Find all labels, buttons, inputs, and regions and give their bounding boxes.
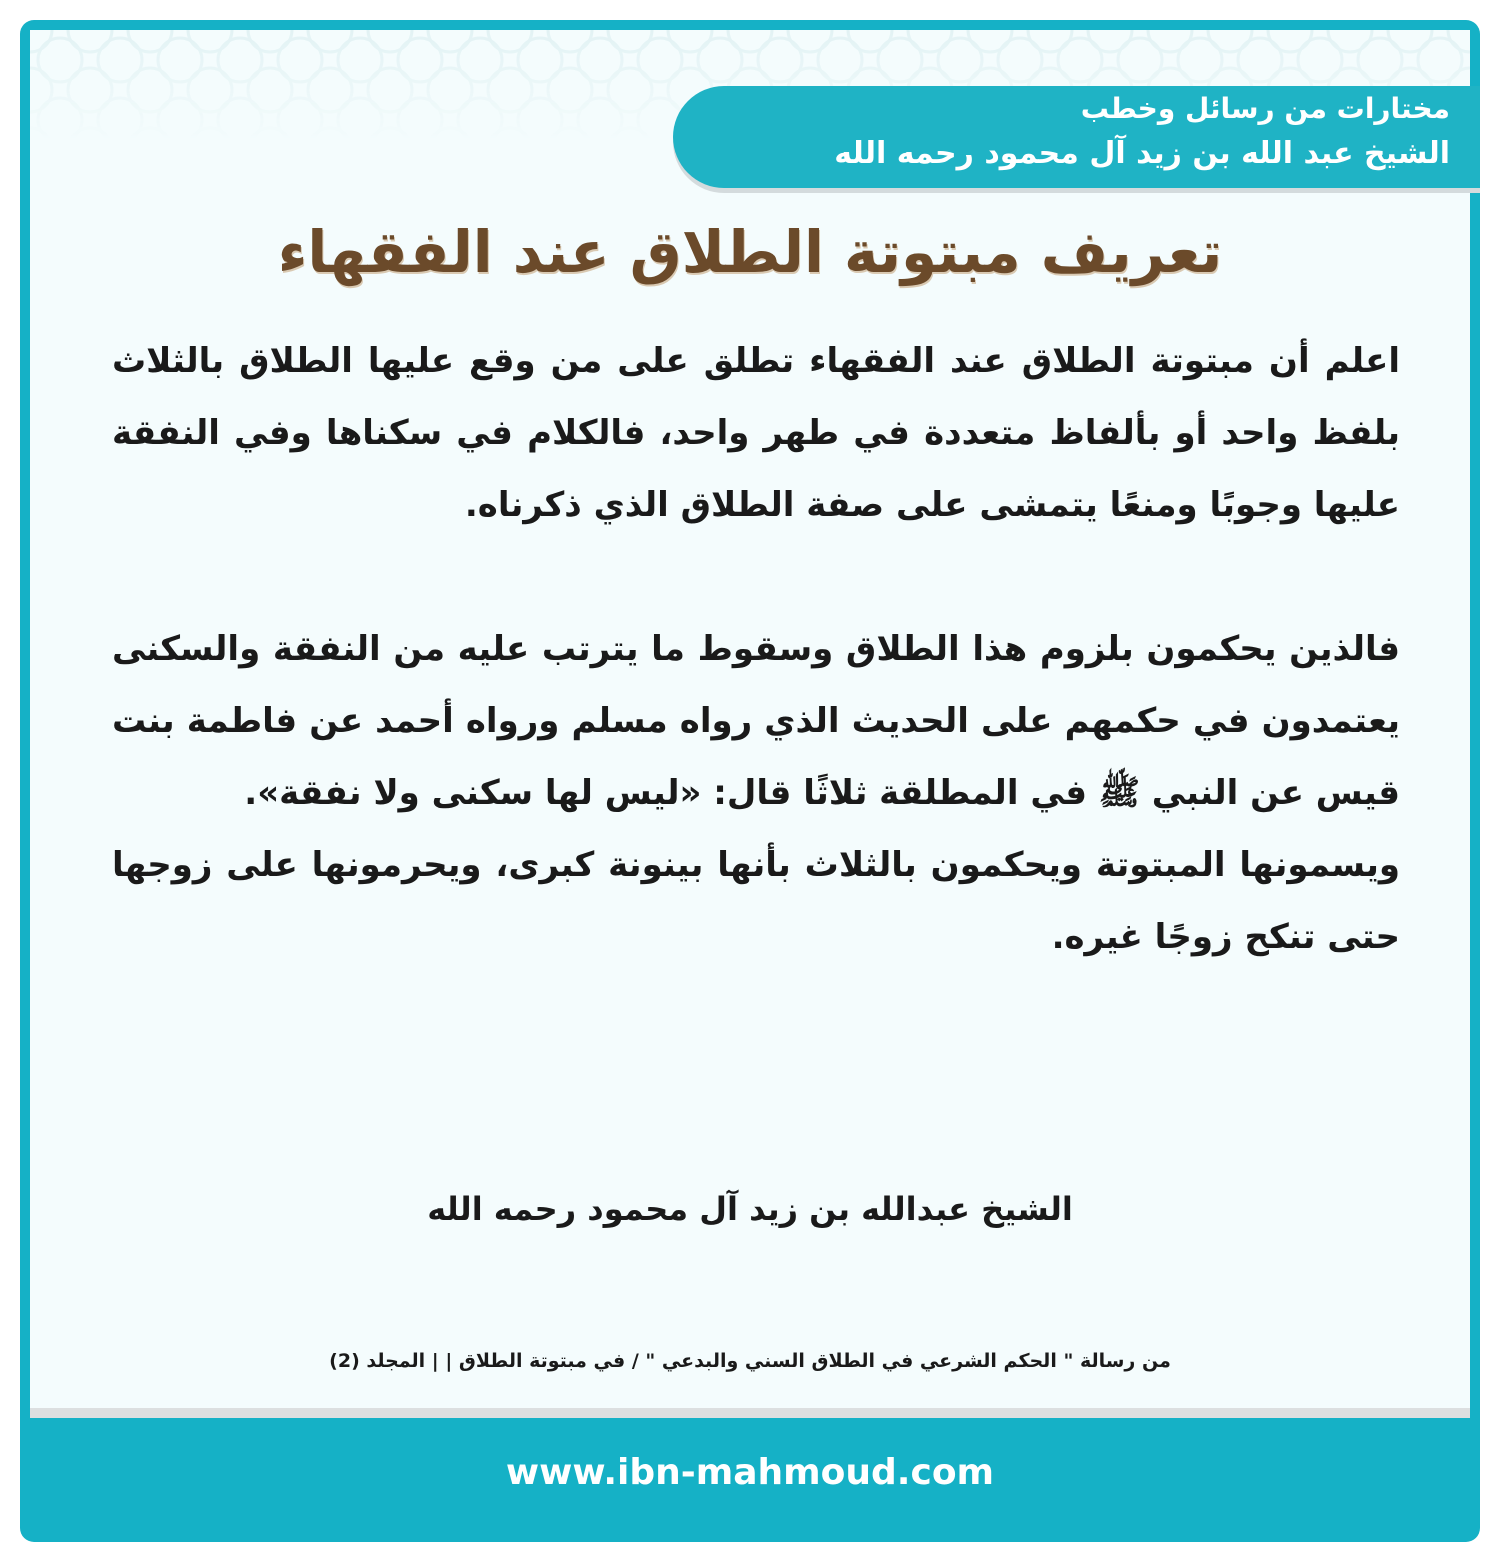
paragraph-2: فالذين يحكمون بلزوم هذا الطلاق وسقوط ما يترتب عليه من النفقة والسكنى يعتمدون في حكمهم على الحديث الذي رواه مسلم ورواه أحمد عن فاطمة بنت قيس عن النبي ﷺ في المطلقة ثلاثًا قال: «ليس لها سكنى ولا نفقة». [112,629,1400,813]
series-title: مختارات من رسائل وخطب [1080,92,1450,125]
website-link[interactable]: www.ibn-mahmoud.com [505,1452,995,1493]
source-citation: من رسالة " الحكم الشرعي في الطلاق السني والبدعي " / في مبتوتة الطلاق | | المجلد (2) [329,1350,1171,1372]
article-body [112,325,1400,973]
page-title: تعريف مبتوتة الطلاق عند الفقهاء [277,218,1223,286]
paragraph-gap [112,541,1400,613]
author-name: الشيخ عبد الله بن زيد آل محمود رحمه الله [834,136,1450,171]
paragraph-3: ويسمونها المبتوتة ويحكمون بالثلاث بأنها بينونة كبرى، ويحرمونها على زوجها حتى تنكح زوجًا غيره. [112,845,1400,957]
panel-divider [30,1408,1470,1418]
paragraph-1: اعلم أن مبتوتة الطلاق عند الفقهاء تطلق على من وقع عليها الطلاق بالثلاث بلفظ واحد أو بألفاظ متعددة في طهر واحد، فالكلام في سكناها وفي النفقة عليها وجوبًا ومنعًا يتمشى على صفة الطلاق الذي ذكرناه. [112,341,1400,525]
header-banner [673,86,1480,188]
signature: الشيخ عبدالله بن زيد آل محمود رحمه الله [427,1190,1073,1228]
